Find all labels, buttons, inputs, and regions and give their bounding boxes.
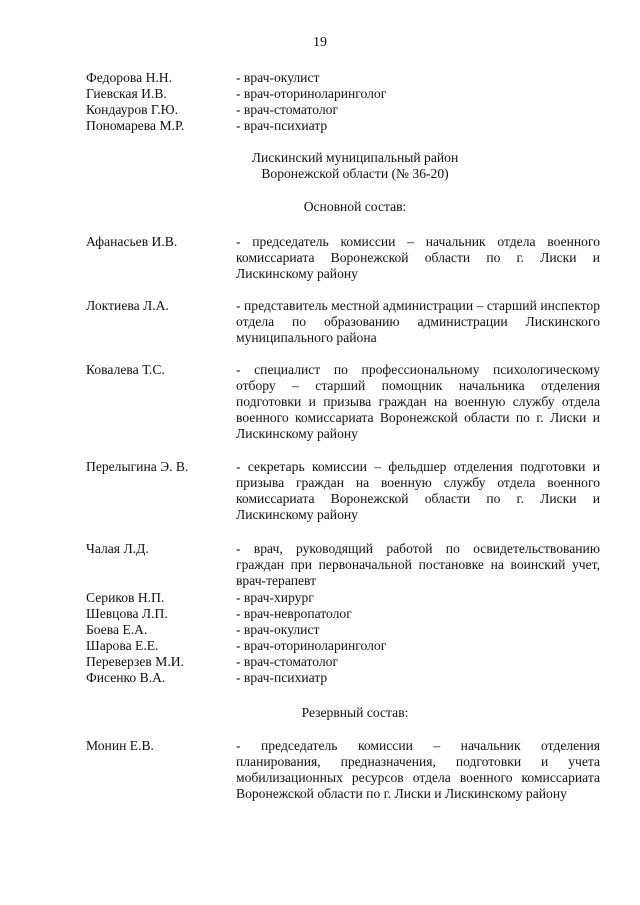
member-name: Афанасьев И.В. [86,234,178,249]
reserve-composition-heading: Резервный состав: [301,705,409,720]
member-name: Кондауров Г.Ю. [86,102,179,117]
member-role: - секретарь комиссии – фельдшер отделения подготовки и призыва граждан на военную службу отдела военного комиссариата Воронежской области по г. Лиски и Лискинскому району [236,459,600,522]
member-name: Шарова Е.Е. [86,638,159,653]
member-name: Пономарева М.Р. [86,118,185,133]
member-role: - врач-оториноларинголог [236,86,387,101]
member-role: - врач-оториноларинголог [236,638,387,653]
member-role: - представитель местной администрации – старший инспектор отдела по образованию администрации Лискинского муниципального района [236,298,600,345]
member-name: Шевцова Л.П. [86,606,168,621]
main-composition-heading: Основной состав: [303,199,407,214]
member-name: Фисенко В.А. [86,670,166,685]
member-name: Боева Е.А. [86,622,148,637]
member-role: - врач-невропатолог [236,606,352,621]
member-name: Ковалева Т.С. [86,362,165,377]
member-role: - врач-психиатр [236,670,328,685]
member-role: - специалист по профессиональному психологическому отбору – старший помощник начальника отделения подготовки и призыва граждан на военную службу отдела военного комиссариата Воронежской области по г. Лиски и Лискинскому району [236,362,600,441]
member-role: - врач-хирург [236,590,314,605]
member-role: - врач-окулист [236,70,320,85]
member-name: Сериков Н.П. [86,590,165,605]
member-role: - врач-стоматолог [236,654,339,669]
member-name: Федорова Н.Н. [86,70,173,85]
member-name: Локтиева Л.А. [86,298,169,313]
member-role: - председатель комиссии – начальник отдела военного комиссариата Воронежской области по г. Лиски и Лискинскому району [236,234,600,281]
member-name: Гиевская И.В. [86,86,167,101]
member-name: Чалая Л.Д. [86,541,149,556]
member-role: - врач-психиатр [236,118,328,133]
member-role: - врач-окулист [236,622,320,637]
member-role: - врач-стоматолог [236,102,339,117]
member-name: Монин Е.В. [86,738,154,753]
member-role: - врач, руководящий работой по освидетельствованию граждан при первоначальной постановке на воинский учет, врач-терапевт [236,541,600,588]
member-name: Переверзев М.И. [86,654,184,669]
page-number: 19 [313,35,327,50]
district-title: Лискинский муниципальный район [251,150,459,165]
member-role: - председатель комиссии – начальник отделения планирования, предназначения, подготовки и учета мобилизационных ресурсов отдела военного комиссариата Воронежской области по г. Лиски и Лискинскому району [236,738,600,801]
district-subtitle: Воронежской области (№ 36-20) [261,166,449,181]
member-name: Перелыгина Э. В. [86,459,189,474]
